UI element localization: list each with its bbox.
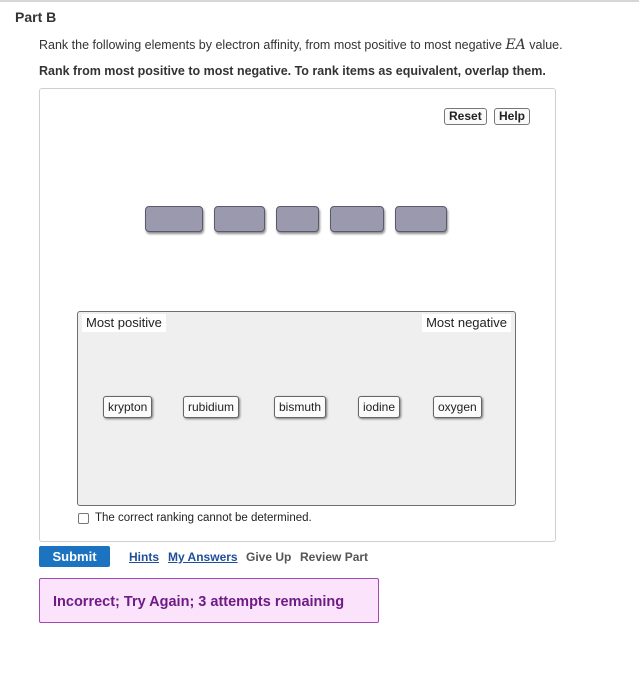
question-text-end: value. [525, 38, 563, 52]
ranking-slot-2[interactable] [214, 206, 265, 232]
ranking-slot-5[interactable] [395, 206, 447, 232]
question-math-ea: EA [505, 37, 526, 53]
review-part-link[interactable]: Review Part [300, 550, 369, 564]
item-rubidium[interactable]: rubidium [183, 396, 239, 418]
submit-button[interactable]: Submit [39, 546, 110, 567]
ranking-slot-3[interactable] [276, 206, 319, 232]
question-text-start: Rank the following elements by electron affinity, from most positive to most negative [39, 38, 506, 52]
cannot-determine-checkbox[interactable] [78, 513, 89, 524]
hints-link[interactable]: Hints [129, 550, 159, 564]
item-bismuth[interactable]: bismuth [274, 396, 326, 418]
my-answers-link[interactable]: My Answers [168, 550, 238, 564]
feedback-message: Incorrect; Try Again; 3 attempts remaining [53, 594, 345, 610]
item-iodine[interactable]: iodine [358, 396, 400, 418]
top-divider [0, 0, 639, 2]
ranking-widget [39, 88, 556, 542]
feedback-box [39, 578, 379, 623]
item-krypton[interactable]: krypton [103, 396, 152, 418]
give-up-link[interactable]: Give Up [246, 550, 292, 564]
ranking-slot-4[interactable] [330, 206, 384, 232]
ranking-slot-1[interactable] [145, 206, 203, 232]
question-text [39, 37, 563, 53]
reset-button[interactable]: Reset [444, 108, 487, 125]
item-oxygen[interactable]: oxygen [433, 396, 482, 418]
help-button[interactable]: Help [494, 108, 530, 125]
part-title: Part B [15, 9, 57, 25]
cannot-determine-label: The correct ranking cannot be determined. [95, 512, 312, 524]
most-positive-label: Most positive [82, 314, 166, 332]
most-negative-label: Most negative [422, 314, 511, 332]
cannot-determine-row[interactable] [78, 512, 312, 524]
item-source-area[interactable] [77, 311, 516, 506]
ranking-instruction: Rank from most positive to most negative. To rank items as equivalent, overlap them. [39, 64, 546, 78]
